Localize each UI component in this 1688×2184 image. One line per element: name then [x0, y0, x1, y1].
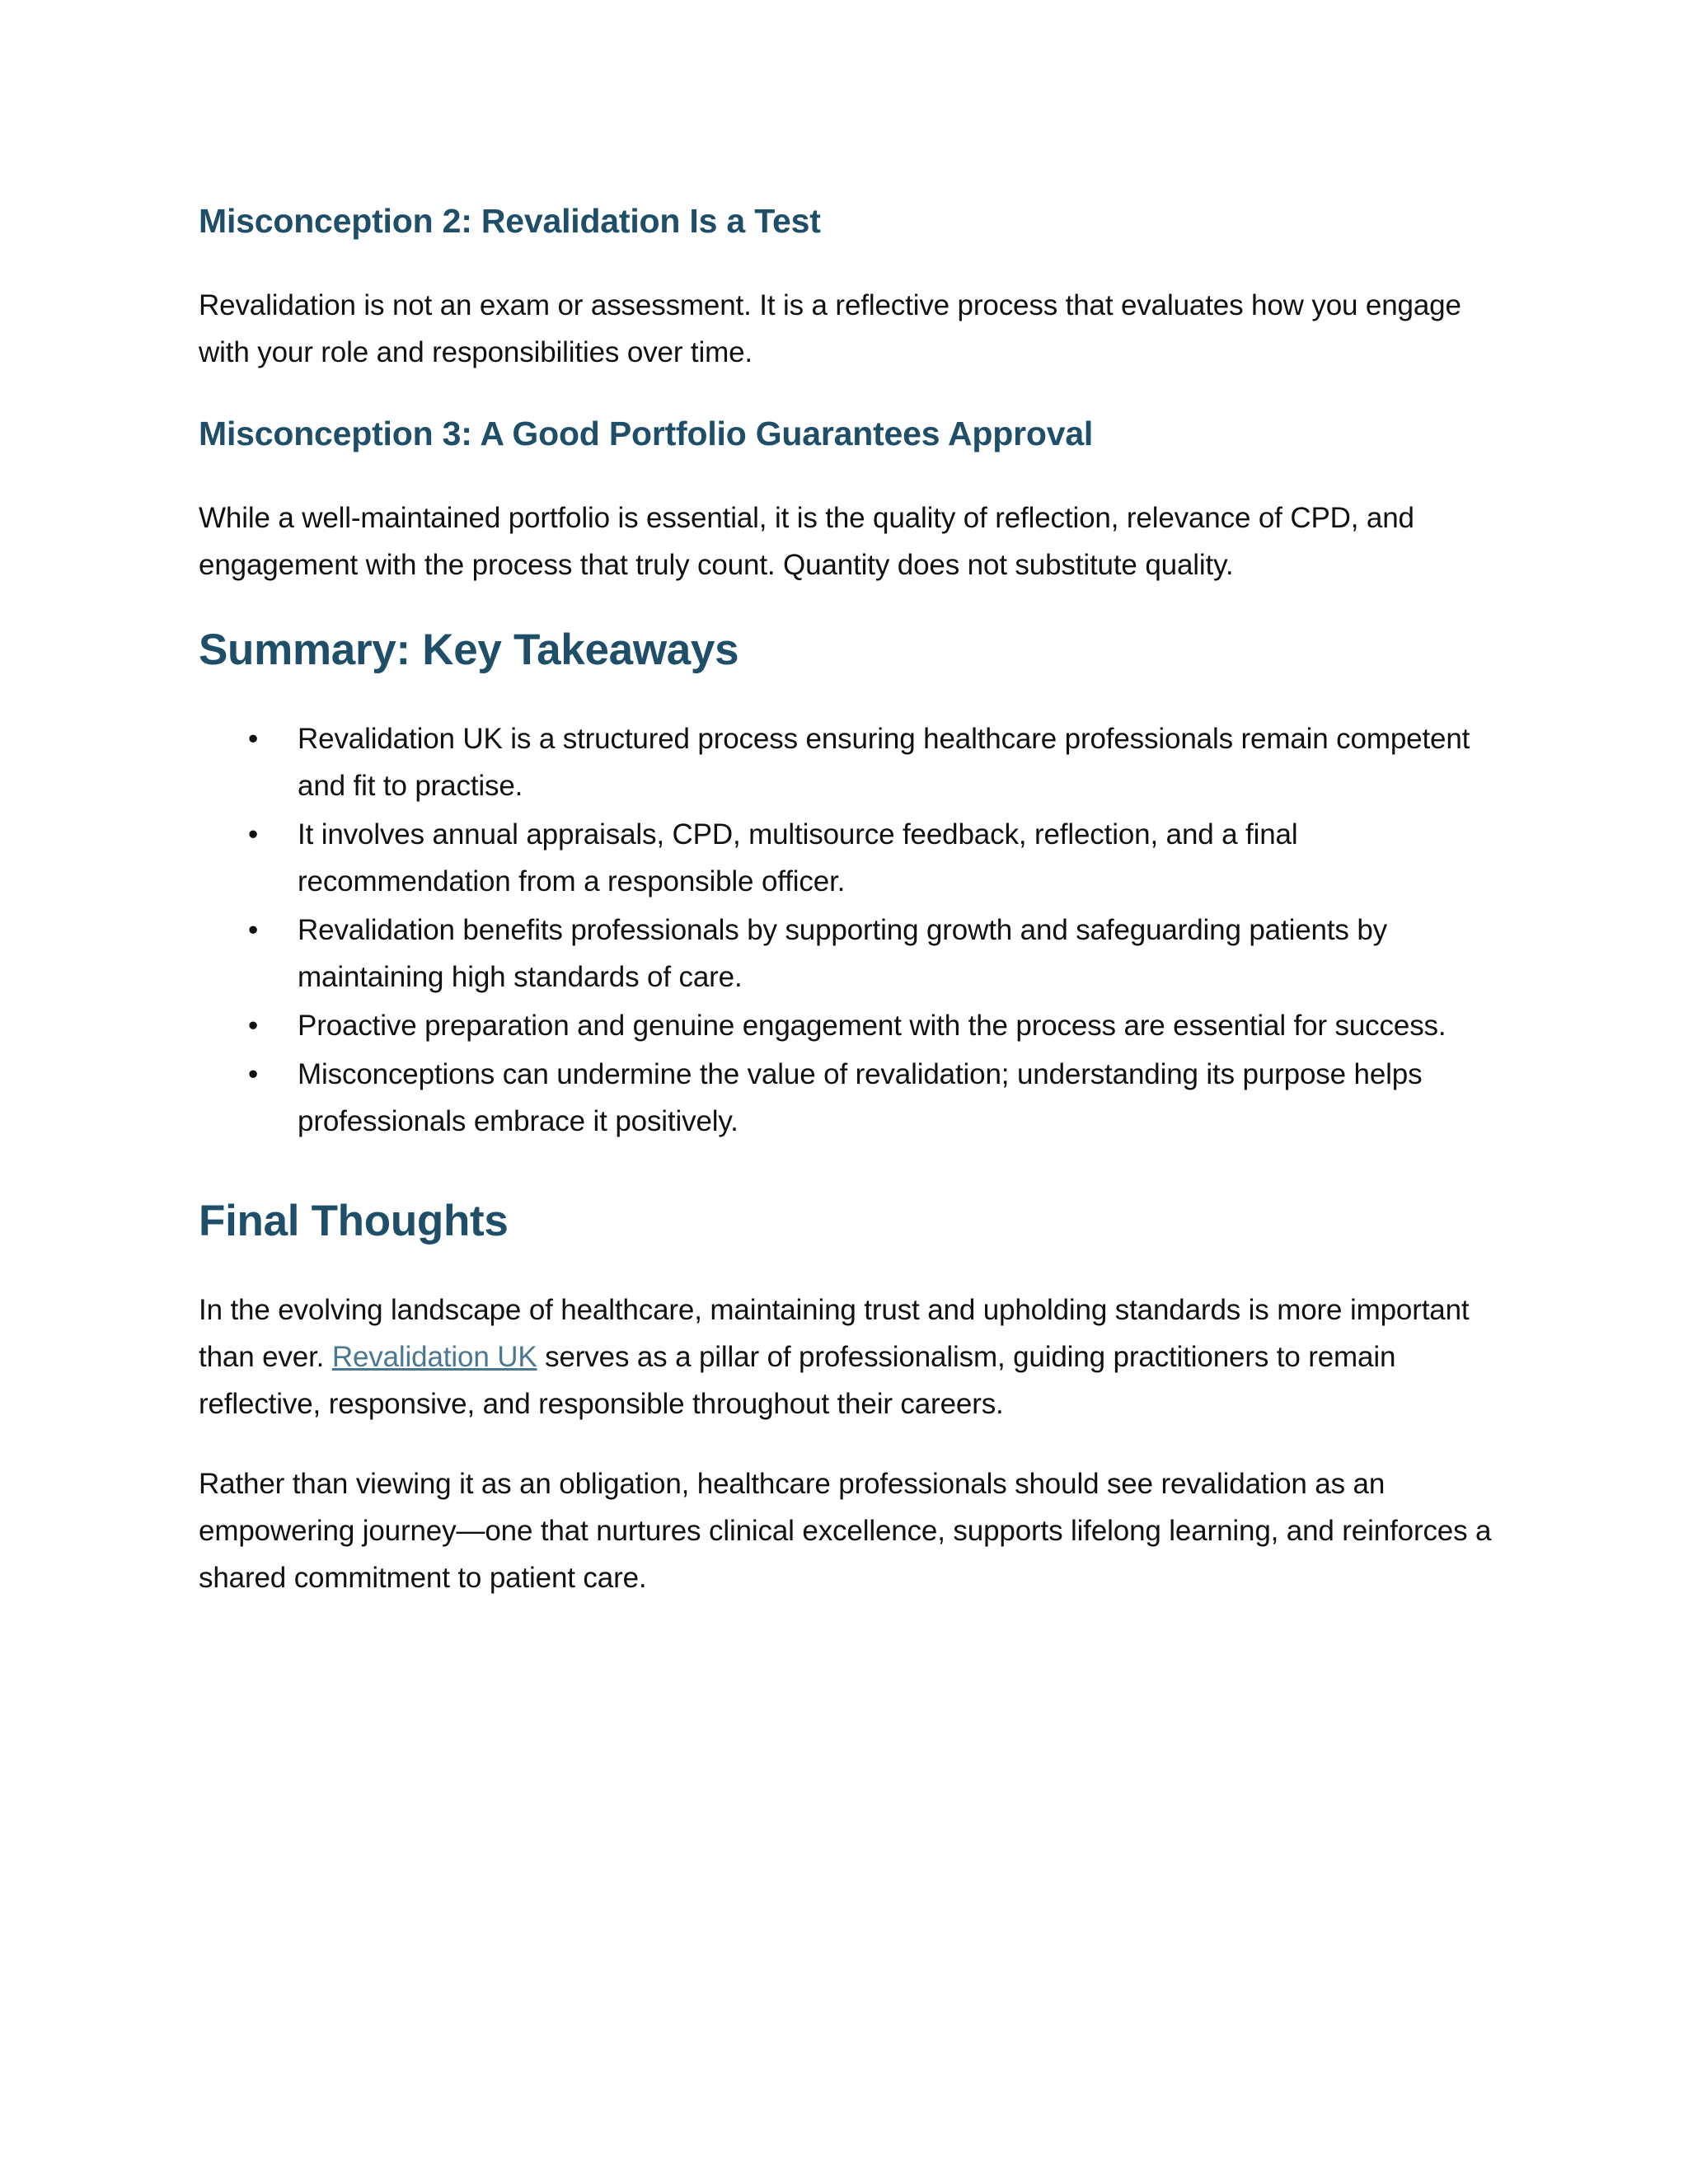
paragraph-text: In the evolving landscape of healthcare, maintaining trust and upholding standards is more important than ever.	[199, 1294, 1470, 1373]
revalidation-uk-link[interactable]: Revalidation UK	[331, 1341, 537, 1373]
misconception-3-heading: Misconception 3: A Good Portfolio Guarantees Approval	[199, 415, 1094, 452]
bullet-icon: •	[248, 1010, 259, 1042]
final-thoughts-heading: Final Thoughts	[199, 1197, 509, 1245]
bullet-icon: •	[248, 1058, 259, 1090]
document-page	[199, 196, 1501, 1634]
final-thoughts-paragraph-2: Rather than viewing it as an obligation, healthcare professionals should see revalidation as an empowering journey—one that nurtures clinical excellence, supports lifelong learning, and reinforces a shared commitment to patient care.	[199, 1468, 1492, 1594]
misconception-2-body: Revalidation is not an exam or assessment. It is a reflective process that evaluates how you engage with your role and responsibilities over time.	[199, 289, 1461, 368]
final-thoughts-paragraph-1	[199, 1286, 1501, 1427]
list-item-text: Misconceptions can undermine the value of revalidation; understanding its purpose helps professionals embrace it positively.	[298, 1058, 1423, 1137]
list-item	[199, 907, 1501, 1001]
bullet-icon: •	[248, 818, 259, 851]
paragraph-text: serves as a pillar of professionalism, guiding practitioners to remain reflective, responsive, and responsible throughout their careers.	[199, 1341, 1396, 1420]
list-item	[199, 715, 1501, 809]
misconception-2-heading: Misconception 2: Revalidation Is a Test	[199, 202, 821, 240]
summary-heading: Summary: Key Takeaways	[199, 626, 739, 674]
list-item-text: Revalidation UK is a structured process ensuring healthcare professionals remain competent and fit to practise.	[298, 723, 1470, 802]
list-item-text: It involves annual appraisals, CPD, multisource feedback, reflection, and a final recommendation from a responsible officer.	[298, 818, 1298, 898]
list-item-text: Revalidation benefits professionals by supporting growth and safeguarding patients by maintaining high standards of care.	[298, 914, 1387, 993]
bullet-icon: •	[248, 723, 259, 755]
list-item	[199, 811, 1501, 905]
list-item	[199, 1051, 1501, 1145]
list-item-text: Proactive preparation and genuine engagement with the process are essential for success.	[298, 1010, 1447, 1042]
key-takeaways-list	[199, 715, 1501, 1145]
misconception-3-body: While a well-maintained portfolio is essential, it is the quality of reflection, relevance of CPD, and engagement with the process that truly count. Quantity does not substitute quality.	[199, 502, 1414, 581]
bullet-icon: •	[248, 914, 259, 946]
list-item	[199, 1002, 1501, 1049]
